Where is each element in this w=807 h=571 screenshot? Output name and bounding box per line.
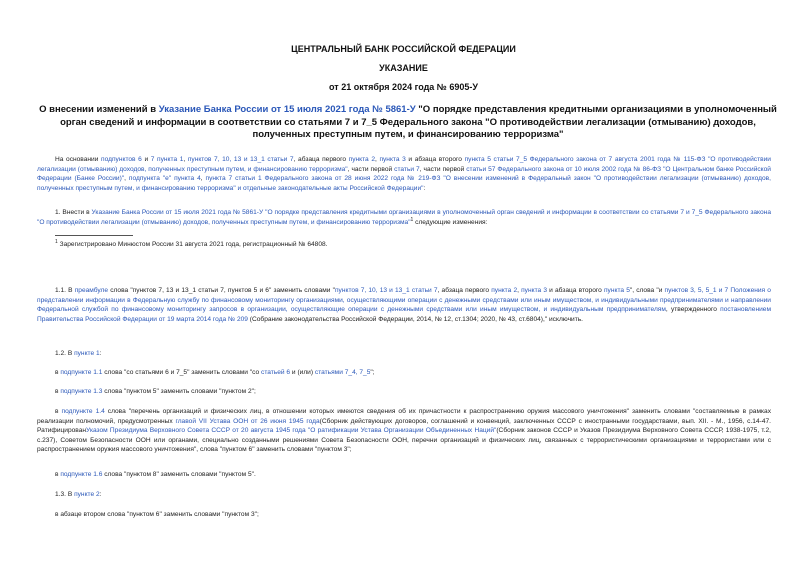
link-ukazanie-5861u[interactable]: Указание Банка России от 15 июля 2021 года № 5861-У "О порядке представления кредитными организациями в уполномоченный орган сведений и информации в соответствии со статьями 7 и 7_5 Федерального закона "О противодействии легализации (отмыванию) доходов, полученных преступным путем, и финансированию терроризма": [37, 209, 771, 226]
preamble-text: ,: [374, 156, 380, 163]
preamble-text: , абзаца первого: [293, 156, 349, 163]
item-1-1-text: (Собрание законодательства Российской Федерации, 2014, № 12, ст.1304; 2020, № 43, ст.6804)," исключить.: [247, 315, 583, 323]
footnote-ref: 1: [410, 216, 414, 223]
item-1-2-text: :: [99, 350, 102, 357]
item-text: в: [55, 369, 61, 376]
item-1-1-text: , утвержденного: [665, 306, 721, 314]
item-text: (Сборник законов СССР и Указов Президиума Верховного Совета СССР, 1938-1975, т.2, с.237), Советом Безопасности ООН или органами, специально созданными решениями Совета Безопасности ООН, перечни организаций и физических лиц, связанных с террористическими организациями и террористами или с распространением оружия массового уничтожения", слова "пунктом 6" заменить словами "пунктом 3";: [37, 427, 771, 454]
item-text: в: [55, 388, 61, 395]
footnote-divider: [55, 235, 133, 236]
link-preambula[interactable]: преамбуле: [74, 287, 109, 294]
link-punkt-3[interactable]: пункта 3: [379, 156, 406, 163]
title-link-ukazanie[interactable]: Указание Банка России от 15 июля 2021 года № 5861-У: [158, 104, 416, 115]
item-1-3-a: в абзаце втором слова "пунктом 6" заменить словами "пунктом 3";: [55, 511, 259, 518]
link-punkt-3[interactable]: пункта 3: [521, 287, 548, 294]
link-punkt-5[interactable]: пункта 5: [603, 287, 630, 294]
item-text: слова "пунктом 5" заменить словами "пунктом 2";: [102, 388, 256, 395]
preamble-text: На основании: [55, 156, 102, 163]
item-1-1-text: и абзаца второго: [547, 287, 604, 294]
item-1-3-text: 1.3. В: [55, 491, 75, 498]
preamble-text: ,: [200, 175, 206, 183]
link-subpunkt-1-6[interactable]: подпункте 1.6: [60, 471, 103, 478]
link-subpunkt-e[interactable]: подпункта "е" пункта 4: [128, 175, 201, 183]
footnote-mark: 1: [55, 238, 58, 245]
item-1-2-a: [55, 368, 375, 378]
item-1-2-d: [55, 470, 256, 480]
preamble-text: , части первой: [419, 165, 467, 173]
document-date-number: от 21 октября 2024 года № 6905-У: [329, 82, 478, 92]
item-1-text: 1. Внести в: [55, 209, 92, 216]
link-punkt-2[interactable]: пункта 2: [348, 156, 375, 163]
item-1-1-paragraph: [37, 286, 771, 324]
link-statyi-7-4-7-5[interactable]: статьями 7_4, 7_5: [314, 369, 371, 376]
preamble-text: , части первой: [347, 165, 395, 173]
item-text: (Сборник действующих договоров, соглашений и конвенций, заключенных СССР с иностранными государствами, вып. XII. - М., 1956, с.14-47. Ратифицирован: [37, 417, 772, 435]
item-1-1-text: 1.1. В: [55, 287, 75, 294]
item-1-2-heading: [55, 349, 102, 359]
link-subpunkt-6[interactable]: подпунктов 6: [101, 156, 142, 163]
item-1-paragraph: [37, 208, 771, 227]
link-statya-6[interactable]: статьей 6: [261, 369, 291, 376]
item-text: в: [55, 408, 62, 415]
link-ustav-oon[interactable]: главой VII Устава ООН от 26 июня 1945 года: [175, 417, 320, 425]
link-subpunkt-1-4[interactable]: подпункте 1.4: [61, 408, 105, 415]
item-1-3-text: :: [99, 491, 102, 498]
item-text: слова "пунктом 8" заменить словами "пунктом 5".: [102, 471, 256, 478]
item-1-1-text: , абзаца первого: [437, 287, 492, 294]
footnote: [55, 240, 328, 250]
document-type: УКАЗАНИЕ: [379, 63, 428, 73]
item-1-text: следующие изменения:: [413, 218, 488, 226]
preamble-text: ,: [124, 175, 129, 183]
issuer-heading: ЦЕНТРАЛЬНЫЙ БАНК РОССИЙСКОЙ ФЕДЕРАЦИИ: [291, 44, 516, 54]
item-text: ";: [370, 369, 375, 376]
link-subpunkt-1-1[interactable]: подпункте 1.1: [60, 369, 103, 376]
link-punkty-statya-7[interactable]: пунктов 7, 10, 13 и 13_1 статьи 7: [334, 287, 438, 294]
title-text-1: О внесении изменений в: [39, 104, 159, 115]
link-subpunkt-1-3[interactable]: подпункте 1.3: [60, 388, 103, 395]
link-law-219fz[interactable]: пункта 7 статьи 1 Федерального закона от 28 июня 2022 года № 219-ФЗ "О внесении изменений в Федеральный закон "О противодействии легализации (отмыванию) доходов, полученных преступным путем, и финансированию терроризма" и отдельные законодательные акты Российской Федерации": [37, 175, 771, 192]
link-punkty-statya-7[interactable]: пунктов 7, 10, 13 и 13_1 статьи 7: [187, 156, 294, 163]
preamble-text: и: [141, 156, 151, 163]
link-punkt-2[interactable]: пункта 2: [491, 287, 518, 294]
item-1-3-heading: [55, 490, 102, 500]
link-law-86fz[interactable]: статьи 57 Федерального закона от 10 июля 2002 года № 86-ФЗ "О Центральном банке Российской Федерации (Банке России)": [37, 165, 771, 183]
preamble-paragraph: [37, 155, 771, 193]
link-statya-7[interactable]: статьи 7: [394, 165, 420, 173]
link-law-115fz[interactable]: пункта 5 статьи 7_5 Федерального закона от 7 августа 2001 года № 115-ФЗ "О противодействии легализации (отмыванию) доходов, полученных преступным путем, и финансированию терроризма": [37, 156, 771, 173]
link-punkt-1[interactable]: пункте 1: [74, 350, 100, 357]
item-1-1-text: слова "пунктов 7, 13 и 13_1 статьи 7, пунктов 5 и 6" заменить словами ": [108, 287, 335, 294]
link-ukaz-prezidiuma[interactable]: Указом Президиума Верховного Совета СССР от 20 августа 1945 года "О ратификации Устава Организации Объединенных Наций": [86, 427, 497, 435]
footnote-text: Зарегистрировано Минюстом России 31 августа 2021 года, регистрационный № 64808.: [57, 241, 328, 248]
title-text-2: "О порядке представления кредитными организациями в уполномоченный орган сведений и информации в соответствии со статьями 7 и 7_5 Федерального закона "О противодействии легализации (отмыванию) доходов, полученных преступным путем, и финансированию терроризма": [60, 104, 777, 140]
link-punkt-1[interactable]: 7 пункта 1: [150, 156, 184, 163]
item-1-2-b: [55, 387, 256, 397]
document-title: [36, 104, 780, 142]
item-1-1-text: ,: [517, 287, 522, 294]
link-postanovlenie-209[interactable]: постановлением Правительства Российской Федерации от 19 марта 2014 года № 209: [37, 306, 771, 323]
preamble-text: ,: [183, 156, 188, 163]
item-text: слова "перечень организаций и физических лиц, в отношении которых имеются сведения об их причастности к распространению оружия массового уничтожения" заменить словами "составляемые в рамках реализации полномочий, предусмотренных: [37, 408, 772, 425]
item-text: и (или): [290, 369, 315, 376]
item-text: слова "со статьями 6 и 7_5" заменить словами "со: [102, 369, 262, 376]
preamble-text: и абзаца второго: [405, 156, 465, 163]
item-text: в: [55, 471, 61, 478]
item-1-2-text: 1.2. В: [55, 350, 75, 357]
item-1-1-text: ", слова "и: [629, 287, 665, 294]
item-1-2-c: [37, 407, 771, 455]
link-polozhenie[interactable]: пунктов 3, 5, 5_1 и 7 Положения о представлении информации в Федеральную службу по финансовому мониторингу организациями, осуществляющими операции с денежными средствами или иным имуществом, и индивидуальными предпринимателями и направлении Федеральной службой по финансовому мониторингу запросов в организации, осуществляющие операции с денежными средствами или иным имуществом, и индивидуальным предпринимателям: [37, 287, 771, 314]
link-punkt-2[interactable]: пункте 2: [74, 491, 100, 498]
preamble-text: :: [423, 184, 426, 192]
